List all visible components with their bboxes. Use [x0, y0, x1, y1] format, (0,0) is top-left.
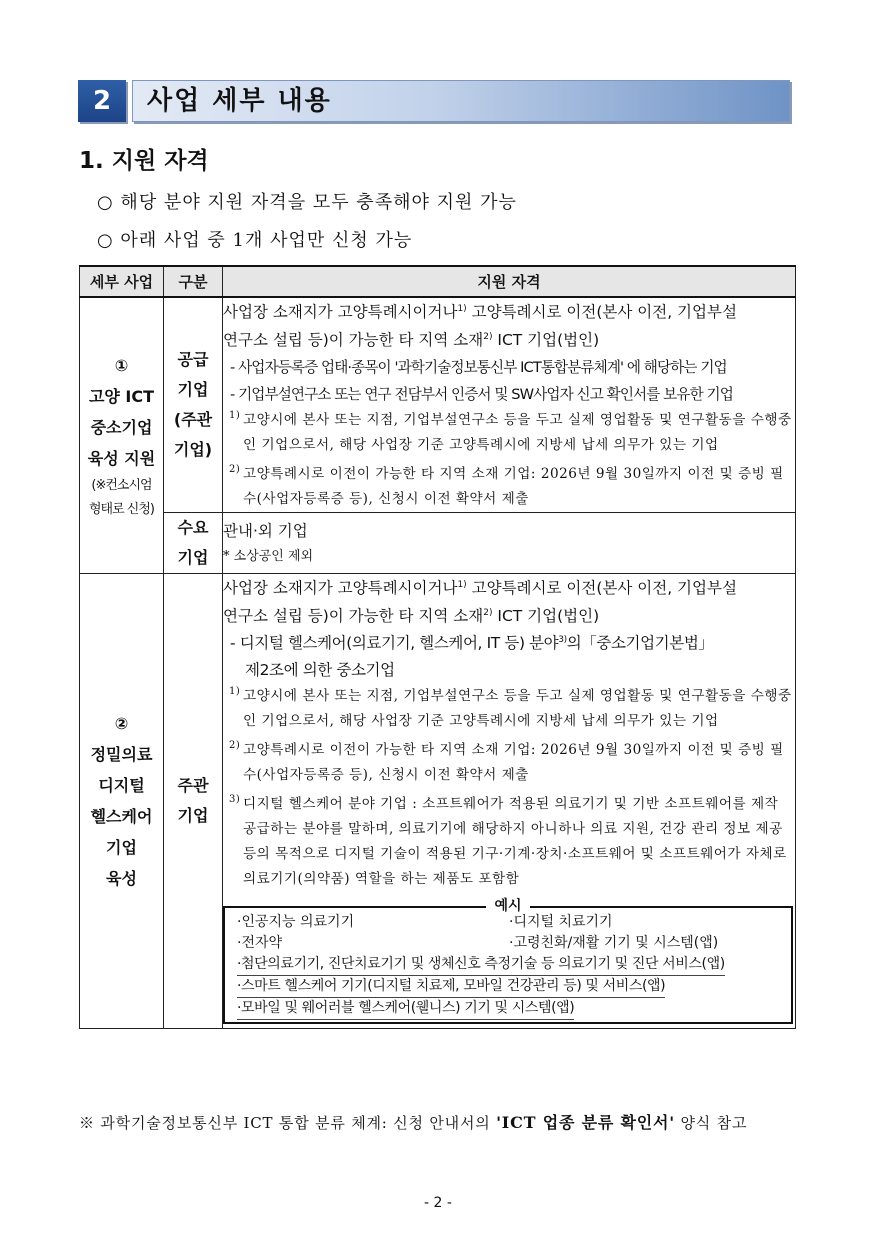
- note-text: 양식 참고: [674, 1114, 748, 1132]
- criteria-item: 제2조에 의한 중소기업: [245, 661, 395, 679]
- example-row: [237, 954, 785, 976]
- program-name-line: 육성 지원: [87, 448, 156, 468]
- example-item: ·디지털 치료기기: [509, 914, 613, 930]
- program-number: ②: [114, 714, 129, 733]
- footnote-2: 2) 고양특례시로 이전이 가능한 타 지역 소재 기업: 2026년 9월 30일까지 이전 및 증빙 필수(사업자등록증 등), 신청시 이전 확약서 제출: [229, 740, 784, 783]
- demand-text: 관내·외 기업: [223, 522, 308, 540]
- example-item: ·첨단의료기기, 진단치료기기 및 생체신호 측정기술 등 의료기기 및 진단 서비스(앱): [237, 954, 725, 976]
- example-item: ·전자약: [237, 935, 283, 951]
- eligibility-supply: [223, 297, 796, 513]
- footnote-1: 1) 고양시에 본사 또는 지점, 기업부설연구소 등을 두고 실제 영업활동 및 연구활동을 수행중인 기업으로서, 해당 사업장 기준 고양특례시에 지방세 납세 의무가 있는 기업: [229, 410, 792, 453]
- section-number: 2: [78, 80, 126, 122]
- criteria-item: - 사업자등록증 업태·종목이 '과학기술정보통신부 ICT통합분류체계' 에 해당하는 기업: [230, 359, 727, 376]
- program-number: ①: [114, 355, 129, 375]
- note-emphasis: 'ICT 업종 분류 확인서': [496, 1113, 675, 1132]
- criteria-item: - 디지털 헬스케어(의료기기, 헬스케어, IT 등) 분야$^{3)}$의「중소기업기본법」: [230, 634, 714, 652]
- examples-label: 예시: [225, 896, 791, 917]
- example-row: [237, 998, 785, 1020]
- example-row: [237, 933, 785, 954]
- main-criteria: 사업장 소재지가 고양특례시이거나$^{1)}$ 고양특례시로 이전(본사 이전, 기업부설: [223, 303, 737, 321]
- main-criteria: 연구소 설립 등)이 가능한 타 지역 소재$^{2)}$ ICT 기업(법인): [223, 331, 600, 349]
- page-number: - 2 -: [424, 1195, 452, 1211]
- example-item: ·인공지능 의료기기: [237, 914, 355, 930]
- category-line: 수요: [177, 518, 209, 537]
- program-name-line: 정밀의료: [90, 745, 153, 764]
- demand-note: * 소상공인 제외: [223, 549, 314, 564]
- category-host: [164, 574, 223, 1029]
- program-name-line: 디지털: [98, 776, 145, 795]
- footnote-1: 1) 고양시에 본사 또는 지점, 기업부설연구소 등을 두고 실제 영업활동 및 연구활동을 수행중인 기업으로서, 해당 사업장 기준 고양특례시에 지방세 납세 의무가 있는 기업: [229, 686, 792, 729]
- section-title: 사업 세부 내용: [132, 80, 790, 122]
- header-program: 세부 사업: [80, 266, 164, 297]
- category-line: (주관: [173, 410, 213, 429]
- section-banner: [78, 80, 790, 122]
- program-2-name: [80, 574, 164, 1029]
- program-note: (※컨소시엄: [91, 477, 152, 493]
- footnote-2: 2) 고양특례시로 이전이 가능한 타 지역 소재 기업: 2026년 9월 30일까지 이전 및 증빙 필수(사업자등록증 등), 신청시 이전 확약서 제출: [229, 464, 784, 507]
- table-row: [80, 513, 796, 574]
- footnote-3: 3) 디지털 헬스케어 분야 기업 : 소프트웨어가 적용된 의료기기 및 기반 소프트웨어를 제작 공급하는 분야를 말하며, 의료기기에 해당하지 아니하나 의료 지원, 건강 관리 정보 제공 등의 목적으로 디지털 기술이 적용된 기구·기계·장치·소프트웨어 및 소프트웨어가 자체로 의료기기(의약품) 역할을 하는 제품도 포함함: [229, 794, 787, 887]
- bullet-item: ○ 아래 사업 중 1개 사업만 신청 가능: [97, 230, 413, 251]
- category-demand: [164, 513, 223, 574]
- header-category: 구분: [164, 266, 223, 297]
- table-header-row: [80, 266, 796, 297]
- table-row: [80, 574, 796, 1029]
- example-item: ·고령친화/재활 기기 및 시스템(앱): [509, 935, 719, 951]
- program-name-line: 고양 ICT: [88, 386, 155, 406]
- category-line: 공급: [177, 350, 209, 369]
- reference-note: [79, 1110, 747, 1133]
- program-name-line: 중소기업: [90, 417, 153, 437]
- program-note: 형태로 신청): [89, 501, 154, 517]
- program-name-line: 기업: [106, 838, 137, 857]
- program-name-line: 헬스케어: [90, 807, 153, 826]
- eligibility-table: [79, 265, 796, 1029]
- header-eligibility: 지원 자격: [223, 266, 796, 297]
- main-criteria: 사업장 소재지가 고양특례시이거나$^{1)}$ 고양특례시로 이전(본사 이전, 기업부설: [223, 579, 737, 597]
- program-name-line: 육성: [106, 869, 137, 888]
- program-1-name: [80, 297, 164, 574]
- category-supply: [164, 297, 223, 513]
- criteria-item: - 기업부설연구소 또는 연구 전담부서 인증서 및 SW사업자 신고 확인서를 보유한 기업: [230, 386, 733, 403]
- category-line: 기업: [177, 548, 209, 567]
- note-text: ※ 과학기술정보통신부 ICT 통합 분류 체계: 신청 안내서의: [79, 1114, 497, 1132]
- examples-box: [223, 898, 793, 1024]
- example-item: ·스마트 헬스케어 기기(디지털 치료제, 모바일 건강관리 등) 및 서비스(앱): [237, 976, 665, 998]
- table-row: [80, 297, 796, 513]
- category-line: 기업: [177, 806, 209, 825]
- eligibility-demand: [223, 513, 796, 574]
- example-row: [237, 976, 785, 998]
- category-line: 기업: [177, 380, 209, 399]
- eligibility-program-2: [223, 574, 796, 1029]
- example-item: ·모바일 및 웨어러블 헬스케어(웰니스) 기기 및 시스템(앱): [237, 998, 574, 1020]
- page-heading: 1. 지원 자격: [79, 148, 209, 174]
- category-line: 기업): [173, 440, 213, 459]
- bullet-item: ○ 해당 분야 지원 자격을 모두 충족해야 지원 가능: [97, 192, 517, 213]
- main-criteria: 연구소 설립 등)이 가능한 타 지역 소재$^{2)}$ ICT 기업(법인): [223, 607, 600, 625]
- category-line: 주관: [177, 776, 209, 795]
